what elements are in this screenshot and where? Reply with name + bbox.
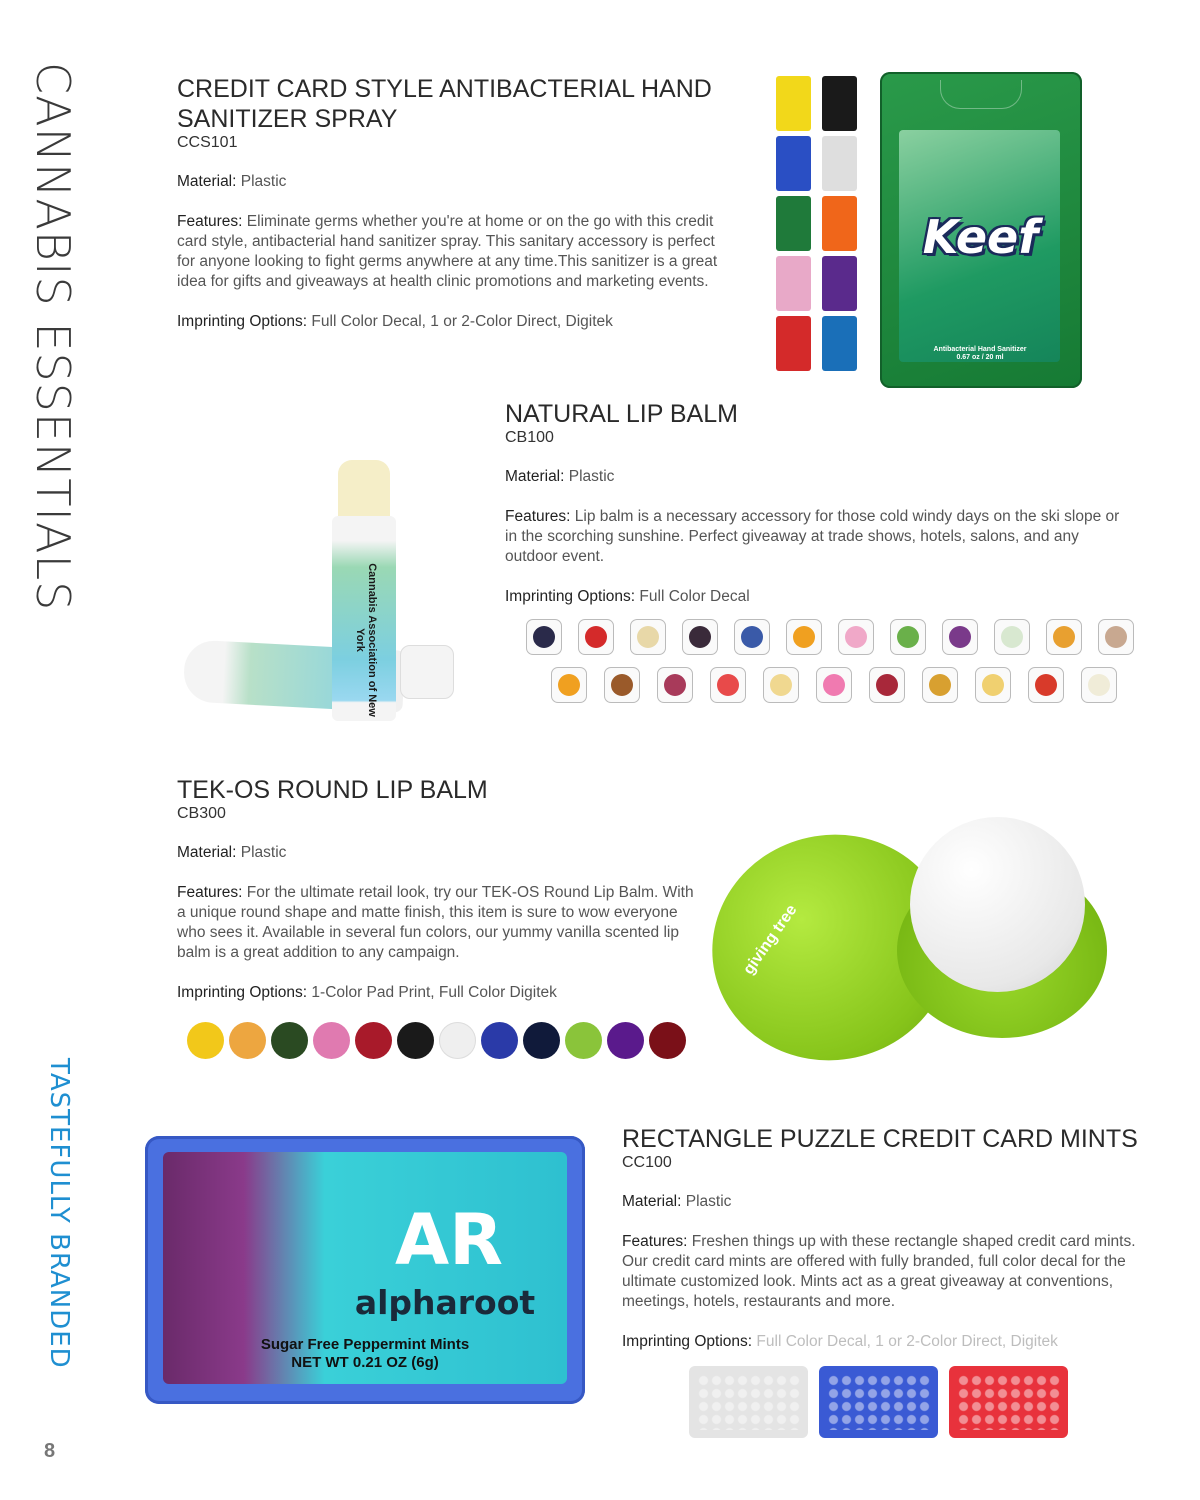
pink-lemonade-icon — [816, 667, 852, 703]
color-dot — [355, 1022, 392, 1059]
color-swatch — [776, 136, 811, 191]
color-swatch — [776, 256, 811, 311]
brand-tagline: TASTEFULLY BRANDED — [44, 1058, 74, 1369]
color-dot — [523, 1022, 560, 1059]
flavor-icons-row-2 — [551, 667, 1117, 703]
page-number: 8 — [44, 1440, 56, 1462]
mints-line-2: NET WT 0.21 OZ (6g) — [291, 1354, 439, 1371]
sanitizer-volume: 0.67 oz / 20 ml — [956, 354, 1004, 361]
color-swatches — [187, 1022, 686, 1059]
product-title: TEK-OS ROUND LIP BALM — [177, 776, 488, 804]
color-swatch — [776, 76, 811, 131]
color-dot — [481, 1022, 518, 1059]
mixed-berry-icon — [657, 667, 693, 703]
product-material: Material: Plastic — [505, 468, 615, 485]
vanilla-icon — [1081, 667, 1117, 703]
color-swatch — [822, 316, 857, 371]
color-dot — [397, 1022, 434, 1059]
mint-case — [949, 1366, 1068, 1438]
color-swatch — [822, 136, 857, 191]
color-dot — [313, 1022, 350, 1059]
section-title: CANNABIS ESSENTIALS — [26, 62, 80, 612]
product-hand-sanitizer — [177, 74, 727, 332]
product-features: Features: For the ultimate retail look, try our TEK-OS Round Lip Balm. With a unique round shape and matte finish, this item is sure to wow everyone who sees it. Available in several fun colors, our yummy vanilla scented lip balm is a great addition to any campaign. — [177, 884, 694, 961]
color-swatch — [776, 316, 811, 371]
blueberry-icon — [526, 619, 562, 655]
round-balm-logo: giving tree — [740, 901, 801, 978]
product-title: CREDIT CARD STYLE ANTIBACTERIAL HAND SANITIZER SPRAY — [177, 75, 712, 133]
color-dot — [565, 1022, 602, 1059]
mint-case — [689, 1366, 808, 1438]
color-dot — [187, 1022, 224, 1059]
product-features: Features: Freshen things up with these rectangle shaped credit card mints. Our credit card mints are offered with fully branded, full color decal for the ultimate customized look. Mints act as a great giveaway at conventions, meetings, hotels, restaurants and more. — [622, 1233, 1136, 1310]
apple-icon — [578, 619, 614, 655]
color-swatch — [822, 196, 857, 251]
product-sku: CC100 — [622, 1154, 672, 1171]
color-swatch — [776, 196, 811, 251]
flavor-icons-row-1 — [526, 619, 1134, 655]
product-credit-card-mints — [622, 1124, 1142, 1352]
herbal-tea-icon — [994, 619, 1030, 655]
product-title: NATURAL LIP BALM — [505, 400, 738, 428]
grape-icon — [942, 619, 978, 655]
product-material: Material: Plastic — [177, 844, 287, 861]
blueberries-icon — [734, 619, 770, 655]
color-swatches — [776, 76, 858, 372]
pomegranate-icon — [869, 667, 905, 703]
cinnamon-icon — [604, 667, 640, 703]
product-tek-os-lip-balm — [177, 775, 697, 1003]
color-dot — [649, 1022, 686, 1059]
honey-icon — [1046, 619, 1082, 655]
product-material: Material: Plastic — [177, 173, 287, 190]
product-material: Material: Plastic — [622, 1193, 732, 1210]
product-imprint: Imprinting Options: Full Color Decal, 1 or 2-Color Direct, Digitek — [177, 313, 613, 330]
mints-brand: alpharoot — [354, 1283, 536, 1322]
lip-balm-image — [180, 450, 480, 725]
citrus-icon — [786, 619, 822, 655]
mint-case — [819, 1366, 938, 1438]
color-dot — [271, 1022, 308, 1059]
product-imprint: Imprinting Options: Full Color Decal — [505, 588, 750, 605]
mints-line-1: Sugar Free Peppermint Mints — [260, 1336, 470, 1353]
mint-case-colors — [689, 1366, 1068, 1438]
lip-balm-label: Cannabis Association of New York — [354, 563, 378, 717]
product-sku: CCS101 — [177, 134, 238, 151]
mango-icon — [551, 667, 587, 703]
product-features: Features: Eliminate germs whether you're at home or on the go with this credit card style, antibacterial hand sanitizer spray. This sanitary accessory is perfect for anyone looking to fight germs anywhere at any time.This sanitizer is a great idea for gifts and giveaways at health clinic promotions and marketing events. — [177, 213, 718, 290]
strawberry-icon — [1028, 667, 1064, 703]
cotton-candy-icon — [838, 619, 874, 655]
pina-colada-icon — [763, 667, 799, 703]
keef-logo: Keef — [922, 210, 1039, 264]
sanitizer-label: Antibacterial Hand Sanitizer — [933, 346, 1027, 353]
green-tea-icon — [890, 619, 926, 655]
product-title: RECTANGLE PUZZLE CREDIT CARD MINTS — [622, 1125, 1138, 1153]
product-imprint: Imprinting Options: 1-Color Pad Print, Full Color Digitek — [177, 984, 557, 1001]
product-sku: CB300 — [177, 805, 226, 822]
mints-image: AR alpharoot Sugar Free Peppermint Mints NET WT 0.21 OZ (6g) — [145, 1136, 585, 1404]
product-natural-lip-balm — [505, 399, 1120, 607]
round-lip-balm-image — [712, 815, 1112, 1065]
cocoa-icon — [1098, 619, 1134, 655]
color-swatch — [822, 256, 857, 311]
color-dot — [607, 1022, 644, 1059]
product-imprint: Imprinting Options: Full Color Decal, 1 or 2-Color Direct, Digitek — [622, 1333, 1058, 1350]
product-features: Features: Lip balm is a necessary accessory for those cold windy days on the ski slope or in the scorching sunshine. Perfect giveaway at trade shows, hotels, salons, and any outdoor event. — [505, 508, 1120, 565]
product-sku: CB100 — [505, 429, 554, 446]
pear-icon — [630, 619, 666, 655]
lemon-icon — [975, 667, 1011, 703]
color-dot — [439, 1022, 476, 1059]
fruit-punch-icon — [922, 667, 958, 703]
blackberry-icon — [682, 619, 718, 655]
peppermint-icon — [710, 667, 746, 703]
color-swatch — [822, 76, 857, 131]
color-dot — [229, 1022, 266, 1059]
sanitizer-image — [880, 72, 1082, 388]
